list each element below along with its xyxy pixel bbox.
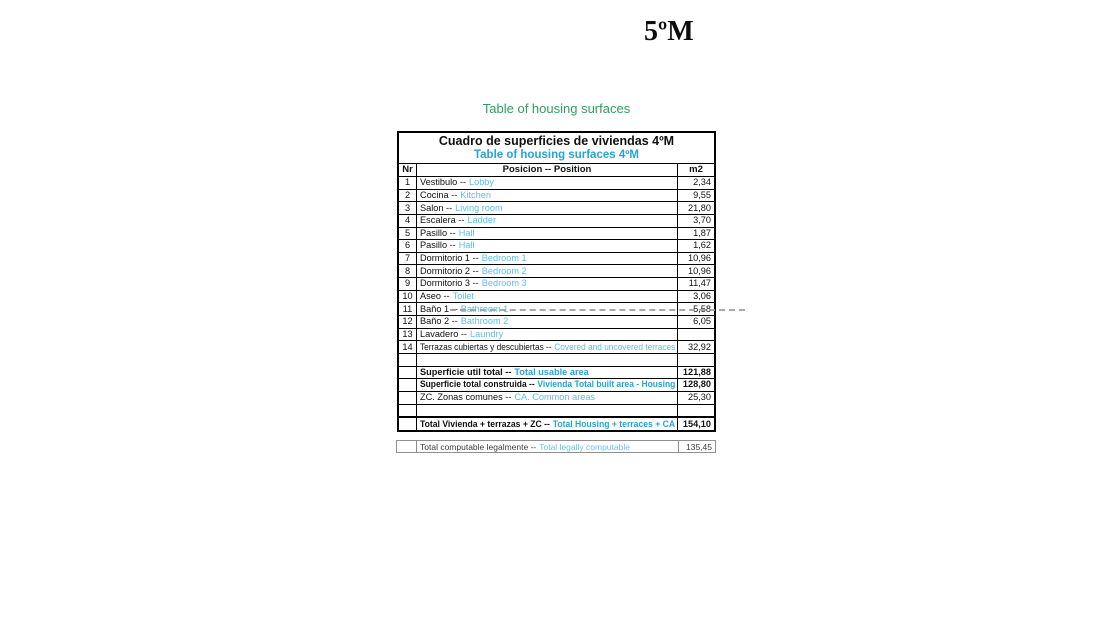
row-number-cell: 1 [399, 177, 417, 189]
table-row [399, 189, 714, 202]
table-row [399, 277, 714, 290]
row-area-cell: 11,47 [677, 278, 714, 290]
position-spanish: Salon -- [420, 203, 453, 213]
column-header-position: Posicion -- Position [502, 165, 592, 175]
summary-label-spanish: Superficie total construida -- [420, 380, 535, 390]
summary-row-usable-area [399, 366, 714, 379]
housing-surfaces-table [397, 131, 716, 432]
grand-total-row [399, 416, 714, 430]
row-area-cell: 1,87 [677, 228, 714, 240]
summary-label-spanish: Superficie util total -- [420, 367, 512, 377]
row-area-cell: 10,96 [677, 265, 714, 277]
position-spanish: Lavadero -- [420, 329, 467, 339]
legally-computable-table [396, 440, 716, 453]
table-title-english: Table of housing surfaces 4ºM [473, 148, 639, 161]
position-english: Hall [458, 241, 475, 251]
position-english: Bedroom 2 [481, 266, 527, 276]
position-english: Covered and uncovered terraces [554, 342, 676, 352]
row-number-cell: 2 [399, 190, 417, 202]
summary-label-english: Vivienda Total built area - Housing [537, 380, 676, 390]
row-area-cell: 10,96 [677, 253, 714, 265]
row-area-cell: 3,70 [677, 215, 714, 227]
row-position-cell [417, 330, 677, 339]
summary-label-english: CA. Common areas [514, 393, 596, 403]
row-position-cell [417, 317, 677, 326]
total-label-spanish: Total Vivienda + terrazas + ZC -- [420, 419, 550, 429]
column-header-row [399, 163, 714, 176]
row-position-cell [417, 216, 677, 225]
position-spanish: Terrazas cubiertas y descubiertas -- [420, 342, 552, 352]
summary-area-cell: 25,30 [677, 392, 714, 404]
table-row [399, 227, 714, 240]
row-number-cell: 4 [399, 215, 417, 227]
row-number-cell: 6 [399, 240, 417, 252]
table-body [399, 176, 714, 353]
table-title-block [399, 133, 714, 163]
table-row [399, 239, 714, 252]
column-header-m2: m2 [677, 164, 714, 176]
row-area-cell: 3,06 [677, 291, 714, 303]
row-position-cell [417, 279, 677, 288]
position-spanish: Dormitorio 2 -- [420, 266, 479, 276]
row-area-cell: 9,55 [677, 190, 714, 202]
summary-area-cell: 128,80 [677, 379, 714, 391]
footer-label-cell [417, 442, 678, 452]
row-number-cell: 11 [399, 303, 417, 315]
row-position-cell [417, 229, 677, 238]
row-position-cell [417, 178, 677, 187]
column-header-nr: Nr [399, 164, 417, 176]
row-position-cell [417, 204, 677, 213]
row-position-cell [417, 191, 677, 200]
position-english: Kitchen [460, 190, 491, 200]
row-position-cell [417, 254, 677, 263]
footer-area-cell: 135,45 [678, 441, 715, 452]
position-spanish: Baño 1 -- [420, 304, 458, 314]
row-number-cell: 7 [399, 253, 417, 265]
row-position-cell [417, 292, 677, 301]
position-spanish: Dormitorio 1 -- [420, 254, 479, 264]
total-area-cell: 154,10 [677, 418, 714, 430]
table-row [399, 264, 714, 277]
position-spanish: Dormitorio 3 -- [420, 279, 479, 289]
row-number-cell: 12 [399, 316, 417, 328]
row-number-cell: 5 [399, 228, 417, 240]
table-row [399, 290, 714, 303]
total-label-english: Total Housing + terraces + CA [552, 419, 676, 429]
position-english: Living room [455, 203, 503, 213]
table-row [399, 214, 714, 227]
position-spanish: Vestibulo -- [420, 178, 466, 188]
position-spanish: Aseo -- [420, 291, 450, 301]
row-position-cell [417, 267, 677, 276]
position-english: Bathroom 1 [460, 304, 509, 314]
position-english: Laundry [469, 329, 504, 339]
spacer-row [399, 404, 714, 417]
position-spanish: Cocina -- [420, 190, 458, 200]
table-row [399, 201, 714, 214]
footer-label-spanish: Total computable legalmente -- [420, 441, 537, 452]
table-row [399, 340, 714, 353]
position-english: Bedroom 1 [481, 254, 527, 264]
table-title-spanish: Cuadro de superficies de viviendas 4ºM [438, 134, 675, 148]
table-row [399, 315, 714, 328]
position-spanish: Escalera -- [420, 216, 465, 226]
summary-row-built-area [399, 378, 714, 391]
table-row [399, 328, 714, 341]
row-area-cell: 32,92 [677, 341, 714, 353]
summary-area-cell: 121,88 [677, 367, 714, 379]
row-area-cell: 5,58 [677, 303, 714, 315]
row-area-cell: 21,80 [677, 202, 714, 214]
row-area-cell: 1,62 [677, 240, 714, 252]
row-position-cell [417, 343, 677, 352]
summary-label-spanish: ZC. Zonas comunes -- [420, 393, 512, 403]
row-position-cell [417, 241, 677, 250]
spacer-row [399, 353, 714, 366]
row-number-cell: 14 [399, 341, 417, 353]
row-number-cell: 13 [399, 329, 417, 341]
row-number-cell: 8 [399, 265, 417, 277]
summary-row-common-areas [399, 391, 714, 404]
position-spanish: Baño 2 -- [420, 317, 458, 327]
position-english: Bathroom 2 [460, 317, 509, 327]
corner-title: 5ºM [644, 16, 694, 47]
position-spanish: Pasillo -- [420, 241, 456, 251]
position-english: Hall [458, 228, 475, 238]
position-english: Lobby [468, 178, 495, 188]
summary-label-english: Total usable area [514, 367, 589, 377]
table-row [399, 252, 714, 265]
footer-number-cell [397, 441, 417, 452]
position-english: Bedroom 3 [481, 279, 527, 289]
row-area-cell: 2,34 [677, 177, 714, 189]
row-number-cell: 9 [399, 278, 417, 290]
position-spanish: Pasillo -- [420, 228, 456, 238]
footer-label-english: Total legally computable [539, 441, 630, 452]
dashed-watermark-line [450, 309, 745, 311]
position-english: Toilet [452, 291, 475, 301]
row-number-cell: 10 [399, 291, 417, 303]
page-heading: Table of housing surfaces [482, 101, 631, 116]
row-number-cell: 3 [399, 202, 417, 214]
row-area-cell [677, 329, 714, 341]
table-row [399, 176, 714, 189]
row-area-cell: 6,05 [677, 316, 714, 328]
position-english: Ladder [467, 216, 497, 226]
